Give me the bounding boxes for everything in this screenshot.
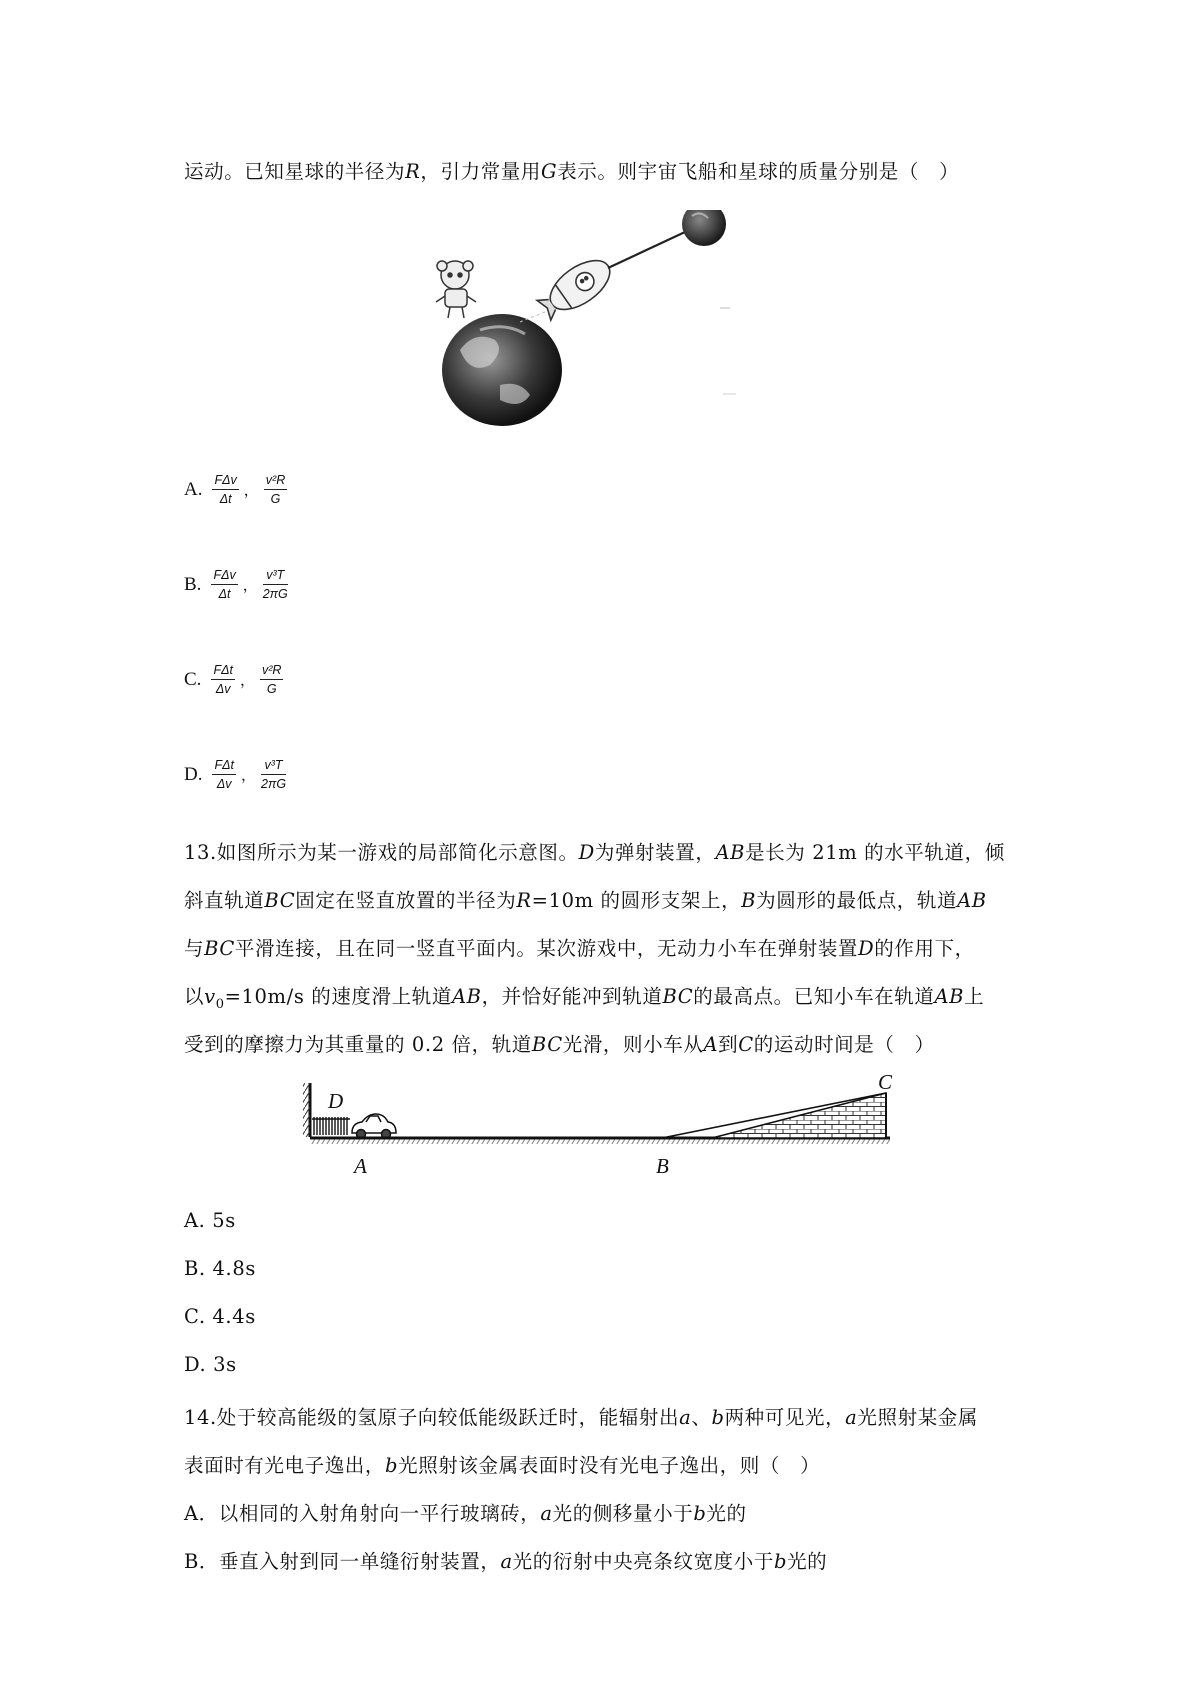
q12-intro-text-3: 表示。则宇宙飞船和星球的质量分别是（ ） xyxy=(557,160,960,183)
fraction-2 xyxy=(261,759,286,790)
text: =10m/s 的速度滑上轨道 xyxy=(224,985,452,1008)
text: 光滑，则小车从 xyxy=(562,1033,704,1056)
text: 光照射该金属表面时没有光电子逸出，则（ ） xyxy=(398,1454,821,1477)
wall xyxy=(303,1083,310,1137)
fraction-1 xyxy=(211,569,237,600)
var-AB: AB xyxy=(957,889,987,912)
text: 光的衍射中央亮条纹宽度小于 xyxy=(512,1550,774,1573)
separator: ， xyxy=(239,671,255,689)
denominator: Δv xyxy=(216,776,232,791)
denominator: Δv xyxy=(215,681,231,696)
text: ，并恰好能冲到轨道 xyxy=(481,985,663,1008)
denominator: G xyxy=(266,681,277,696)
option-label: D. xyxy=(184,763,203,785)
q14-line-1 xyxy=(184,1402,978,1430)
text: 的作用下， xyxy=(874,937,975,960)
var-AB: AB xyxy=(451,985,482,1008)
var-a: a xyxy=(540,1502,553,1525)
text: 上 xyxy=(964,985,985,1008)
var-b: b xyxy=(773,1550,788,1573)
numerator: FΔt xyxy=(211,664,235,680)
incline-ramp xyxy=(662,1093,886,1138)
var-b: b xyxy=(385,1454,399,1477)
var-B: B xyxy=(741,889,757,912)
numerator: FΔv xyxy=(212,474,238,490)
fraction-2 xyxy=(260,664,283,695)
var-R: R xyxy=(405,160,421,183)
fraction-2 xyxy=(264,474,287,505)
q13-line-2 xyxy=(184,885,987,913)
text: 的运动时间是（ ） xyxy=(753,1033,935,1056)
q13-line-1 xyxy=(184,837,1005,865)
denominator: 2πG xyxy=(262,586,288,601)
var-D: D xyxy=(578,841,595,864)
text: 为弹射装置， xyxy=(594,841,716,864)
track-diagram xyxy=(300,1075,920,1185)
label-A: A xyxy=(354,1154,367,1178)
text: 斜直轨道 xyxy=(184,889,265,912)
moon-icon xyxy=(682,210,726,246)
text: 平滑连接，且在同一竖直平面内。某次游戏中，无动力小车在弹射装置 xyxy=(234,937,859,960)
label-B: B xyxy=(656,1154,669,1178)
q12-option-b[interactable] xyxy=(184,569,290,600)
text: 光的侧移量小于 xyxy=(552,1502,694,1525)
var-D: D xyxy=(858,937,875,960)
q12-option-d[interactable] xyxy=(184,759,288,790)
var-AB: AB xyxy=(934,985,965,1008)
numerator: v³T xyxy=(261,759,286,775)
var-b: b xyxy=(693,1502,707,1525)
text: 光的 xyxy=(787,1550,828,1573)
spaceship-icon xyxy=(534,251,619,325)
q13-option-a[interactable]: A. 5s xyxy=(184,1209,236,1232)
q12-option-a[interactable] xyxy=(184,474,289,505)
numerator: v³T xyxy=(263,569,288,585)
q13-option-b[interactable]: B. 4.8s xyxy=(184,1257,256,1280)
text: A．以相同的入射角射向一平行玻璃砖， xyxy=(184,1502,541,1525)
var-AB: AB xyxy=(715,841,746,864)
fraction-1 xyxy=(212,474,238,505)
q14-line-2 xyxy=(184,1450,820,1478)
denominator: Δt xyxy=(218,586,231,601)
q13-option-c[interactable]: C. 4.4s xyxy=(184,1305,256,1328)
car-icon xyxy=(352,1114,396,1139)
spring-launcher xyxy=(312,1117,350,1135)
var-G: G xyxy=(541,160,558,183)
text: 两种可见光， xyxy=(724,1406,846,1429)
text: 受到的摩擦力为其重量的 0.2 倍，轨道 xyxy=(184,1033,532,1056)
var-R: R xyxy=(516,889,532,912)
separator: ， xyxy=(242,576,258,594)
q12-option-c[interactable] xyxy=(184,664,285,695)
fraction-1 xyxy=(211,664,235,695)
separator: ， xyxy=(240,766,256,784)
fraction-1 xyxy=(212,759,236,790)
q13-line-4 xyxy=(184,981,984,1012)
q12-intro-line xyxy=(184,156,959,184)
fraction-2 xyxy=(263,569,288,600)
text: 光照射某金属 xyxy=(857,1406,979,1429)
var-A: A xyxy=(703,1033,719,1056)
q12-intro-text-2: ，引力常量用 xyxy=(420,160,542,183)
text: 光的 xyxy=(706,1502,747,1525)
tether-line xyxy=(608,232,685,268)
text: 是长为 21m 的水平轨道，倾 xyxy=(745,841,1005,864)
var-C: C xyxy=(738,1033,754,1056)
var-a: a xyxy=(500,1550,513,1573)
text: 13.如图所示为某一游戏的局部简化示意图。 xyxy=(184,841,579,864)
text: 与 xyxy=(184,937,205,960)
var-b: b xyxy=(711,1406,725,1429)
var-a: a xyxy=(845,1406,858,1429)
numerator: FΔv xyxy=(211,569,237,585)
separator: ， xyxy=(243,481,259,499)
denominator: Δt xyxy=(219,491,232,506)
text: 固定在竖直放置的半径为 xyxy=(295,889,517,912)
text: 为圆形的最低点，轨道 xyxy=(756,889,958,912)
text: 14.处于较高能级的氢原子向较低能级跃迁时，能辐射出 xyxy=(184,1406,680,1429)
label-C: C xyxy=(878,1075,893,1094)
var-BC: BC xyxy=(662,985,694,1008)
q13-line-3 xyxy=(184,933,975,961)
text: =10m 的圆形支架上， xyxy=(531,889,742,912)
q14-option-a[interactable] xyxy=(184,1498,747,1526)
subscript-0: 0 xyxy=(215,996,225,1012)
text: B．垂直入射到同一单缝衍射装置， xyxy=(184,1550,501,1573)
planet-icon xyxy=(442,314,562,426)
astronaut-icon xyxy=(436,261,476,318)
q13-option-d[interactable]: D. 3s xyxy=(184,1353,237,1376)
q12-intro-text-1: 运动。已知星球的半径为 xyxy=(184,160,406,183)
var-BC: BC xyxy=(531,1033,563,1056)
text: 表面时有光电子逸出， xyxy=(184,1454,386,1477)
text: 的最高点。已知小车在轨道 xyxy=(693,985,935,1008)
q14-option-b[interactable] xyxy=(184,1546,827,1574)
text: 到 xyxy=(718,1033,739,1056)
q13-line-5 xyxy=(184,1029,935,1057)
spaceship-planet-illustration xyxy=(430,210,790,450)
option-label: A. xyxy=(184,478,203,500)
option-label: C. xyxy=(184,668,202,690)
var-a: a xyxy=(679,1406,692,1429)
var-BC: BC xyxy=(264,889,296,912)
numerator: FΔt xyxy=(212,759,236,775)
denominator: G xyxy=(270,491,281,506)
label-D: D xyxy=(328,1089,344,1113)
option-label: B. xyxy=(184,573,202,595)
var-BC: BC xyxy=(204,937,235,960)
text: 以 xyxy=(184,985,205,1008)
text: 、 xyxy=(691,1406,712,1429)
numerator: v²R xyxy=(260,664,283,680)
var-v: v xyxy=(204,985,216,1008)
numerator: v²R xyxy=(264,474,287,490)
denominator: 2πG xyxy=(261,776,287,791)
